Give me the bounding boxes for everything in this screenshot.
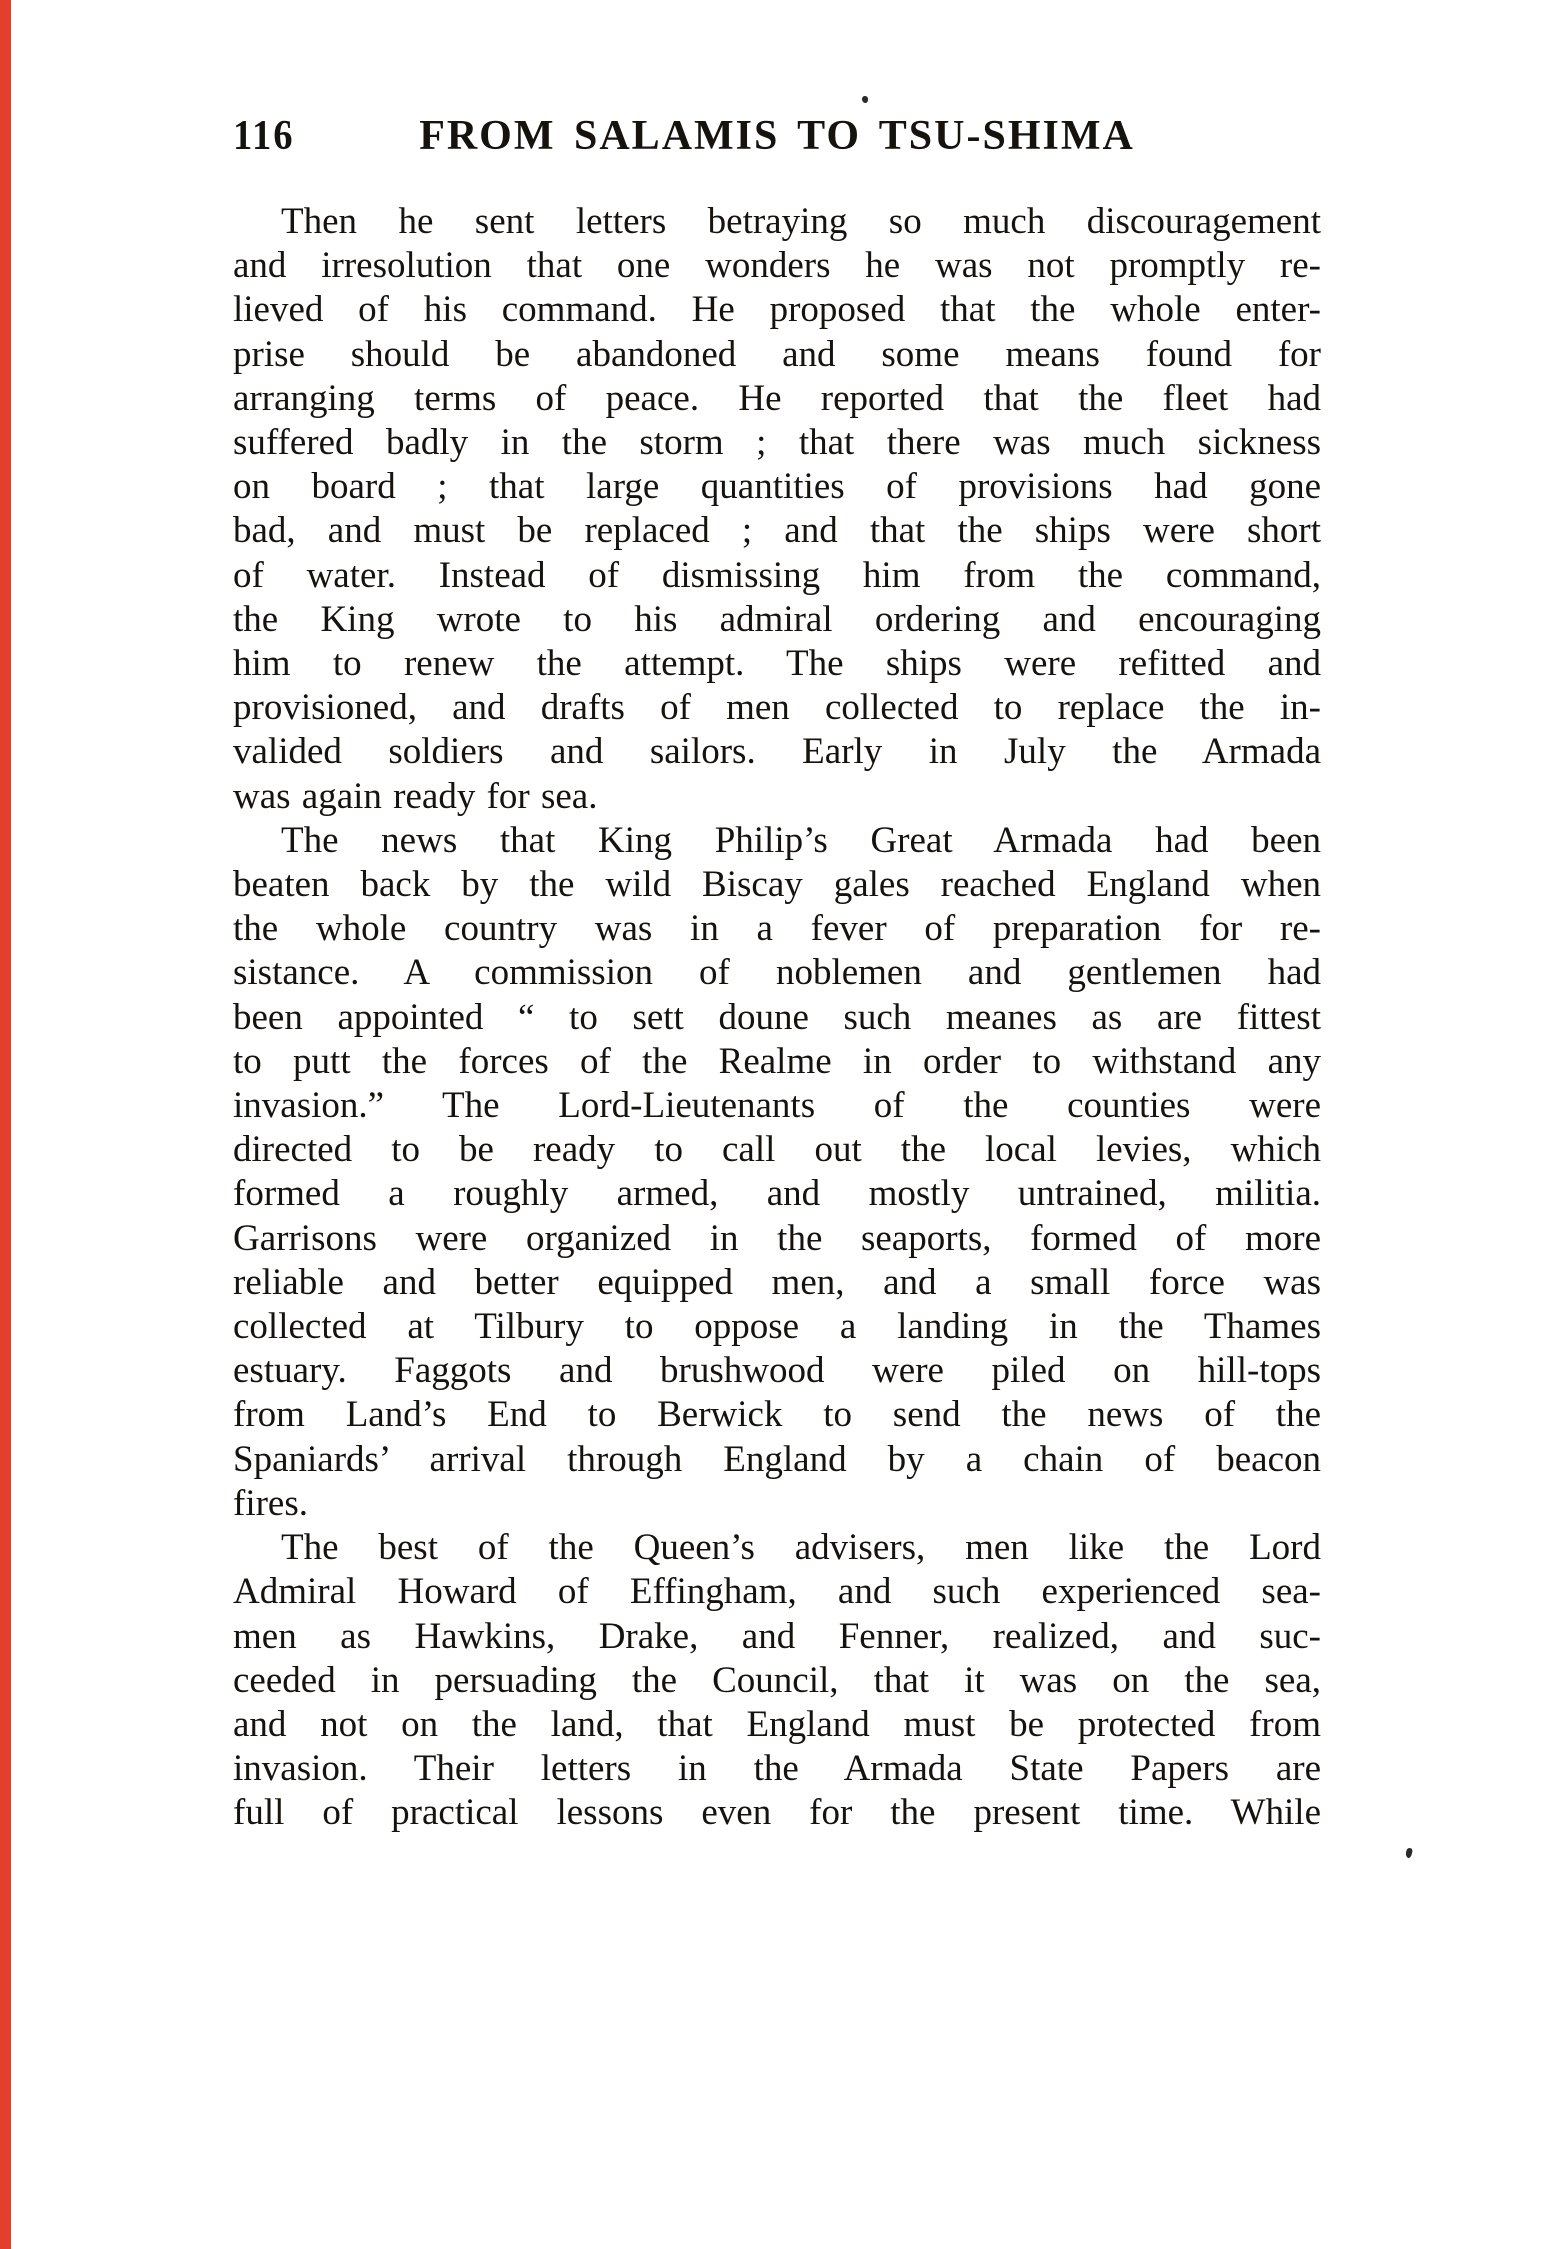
- text-line: fires.: [233, 1482, 308, 1524]
- running-head: [233, 112, 1321, 168]
- text-line: The best of the Queen’s advisers, men like the Lord: [281, 1527, 1321, 1569]
- text-line: full of practical lessons even for the present time. While: [233, 1792, 1321, 1834]
- text-line: the whole country was in a fever of preparation for re-: [233, 908, 1321, 950]
- text-line: been appointed “ to sett doune such meanes as are fittest: [233, 996, 1321, 1038]
- text-line: was again ready for sea.: [233, 775, 598, 817]
- text-line: The news that King Philip’s Great Armada had been: [281, 819, 1321, 861]
- text-line: sistance. A commission of noblemen and gentlemen had: [233, 952, 1321, 994]
- text-line: bad, and must be replaced ; and that the ships were short: [233, 510, 1321, 552]
- scan-edge-stripe: [0, 0, 11, 2249]
- text-line: men as Hawkins, Drake, and Fenner, realized, and suc-: [233, 1615, 1321, 1657]
- text-line: arranging terms of peace. He reported that the fleet had: [233, 377, 1321, 419]
- text-line: on board ; that large quantities of provisions had gone: [233, 466, 1321, 508]
- paragraph: [233, 819, 1321, 1526]
- text-line: Admiral Howard of Effingham, and such experienced sea-: [233, 1571, 1321, 1613]
- text-line: Garrisons were organized in the seaports, formed of more: [233, 1217, 1321, 1259]
- text-line: of water. Instead of dismissing him from the command,: [233, 554, 1321, 596]
- text-line: invasion.” The Lord-Lieutenants of the counties were: [233, 1085, 1321, 1127]
- ink-speck-top: [862, 96, 868, 103]
- text-line: provisioned, and drafts of men collected to replace the in-: [233, 687, 1321, 729]
- text-block: [233, 200, 1321, 1836]
- text-line: reliable and better equipped men, and a small force was: [233, 1261, 1321, 1303]
- text-line: and not on the land, that England must be protected from: [233, 1703, 1321, 1745]
- text-line: formed a roughly armed, and mostly untrained, militia.: [233, 1173, 1321, 1215]
- text-line: to putt the forces of the Realme in order to withstand any: [233, 1040, 1321, 1082]
- page-number: 116: [233, 113, 295, 159]
- text-line: invasion. Their letters in the Armada State Papers are: [233, 1748, 1321, 1790]
- page-header-title: FROM SALAMIS TO TSU-SHIMA: [419, 113, 1135, 159]
- ink-speck-bottom: [1405, 1847, 1413, 1858]
- text-line: lieved of his command. He proposed that the whole enter-: [233, 289, 1321, 331]
- text-line: beaten back by the wild Biscay gales reached England when: [233, 864, 1321, 906]
- text-line: prise should be abandoned and some means found for: [233, 333, 1321, 375]
- text-line: him to renew the attempt. The ships were refitted and: [233, 643, 1321, 685]
- text-line: directed to be ready to call out the local levies, which: [233, 1129, 1321, 1171]
- text-line: from Land’s End to Berwick to send the news of the: [233, 1394, 1321, 1436]
- text-line: ceeded in persuading the Council, that it was on the sea,: [233, 1659, 1321, 1701]
- text-line: valided soldiers and sailors. Early in July the Armada: [233, 731, 1321, 773]
- paragraph: [233, 200, 1321, 819]
- text-line: the King wrote to his admiral ordering and encouraging: [233, 598, 1321, 640]
- text-line: Spaniards’ arrival through England by a chain of beacon: [233, 1438, 1321, 1480]
- text-line: collected at Tilbury to oppose a landing in the Thames: [233, 1306, 1321, 1348]
- text-line: and irresolution that one wonders he was not promptly re-: [233, 245, 1321, 287]
- text-line: estuary. Faggots and brushwood were piled on hill-tops: [233, 1350, 1321, 1392]
- text-line: suffered badly in the storm ; that there was much sickness: [233, 422, 1321, 464]
- paragraph: [233, 1526, 1321, 1835]
- text-line: Then he sent letters betraying so much discouragement: [281, 201, 1321, 242]
